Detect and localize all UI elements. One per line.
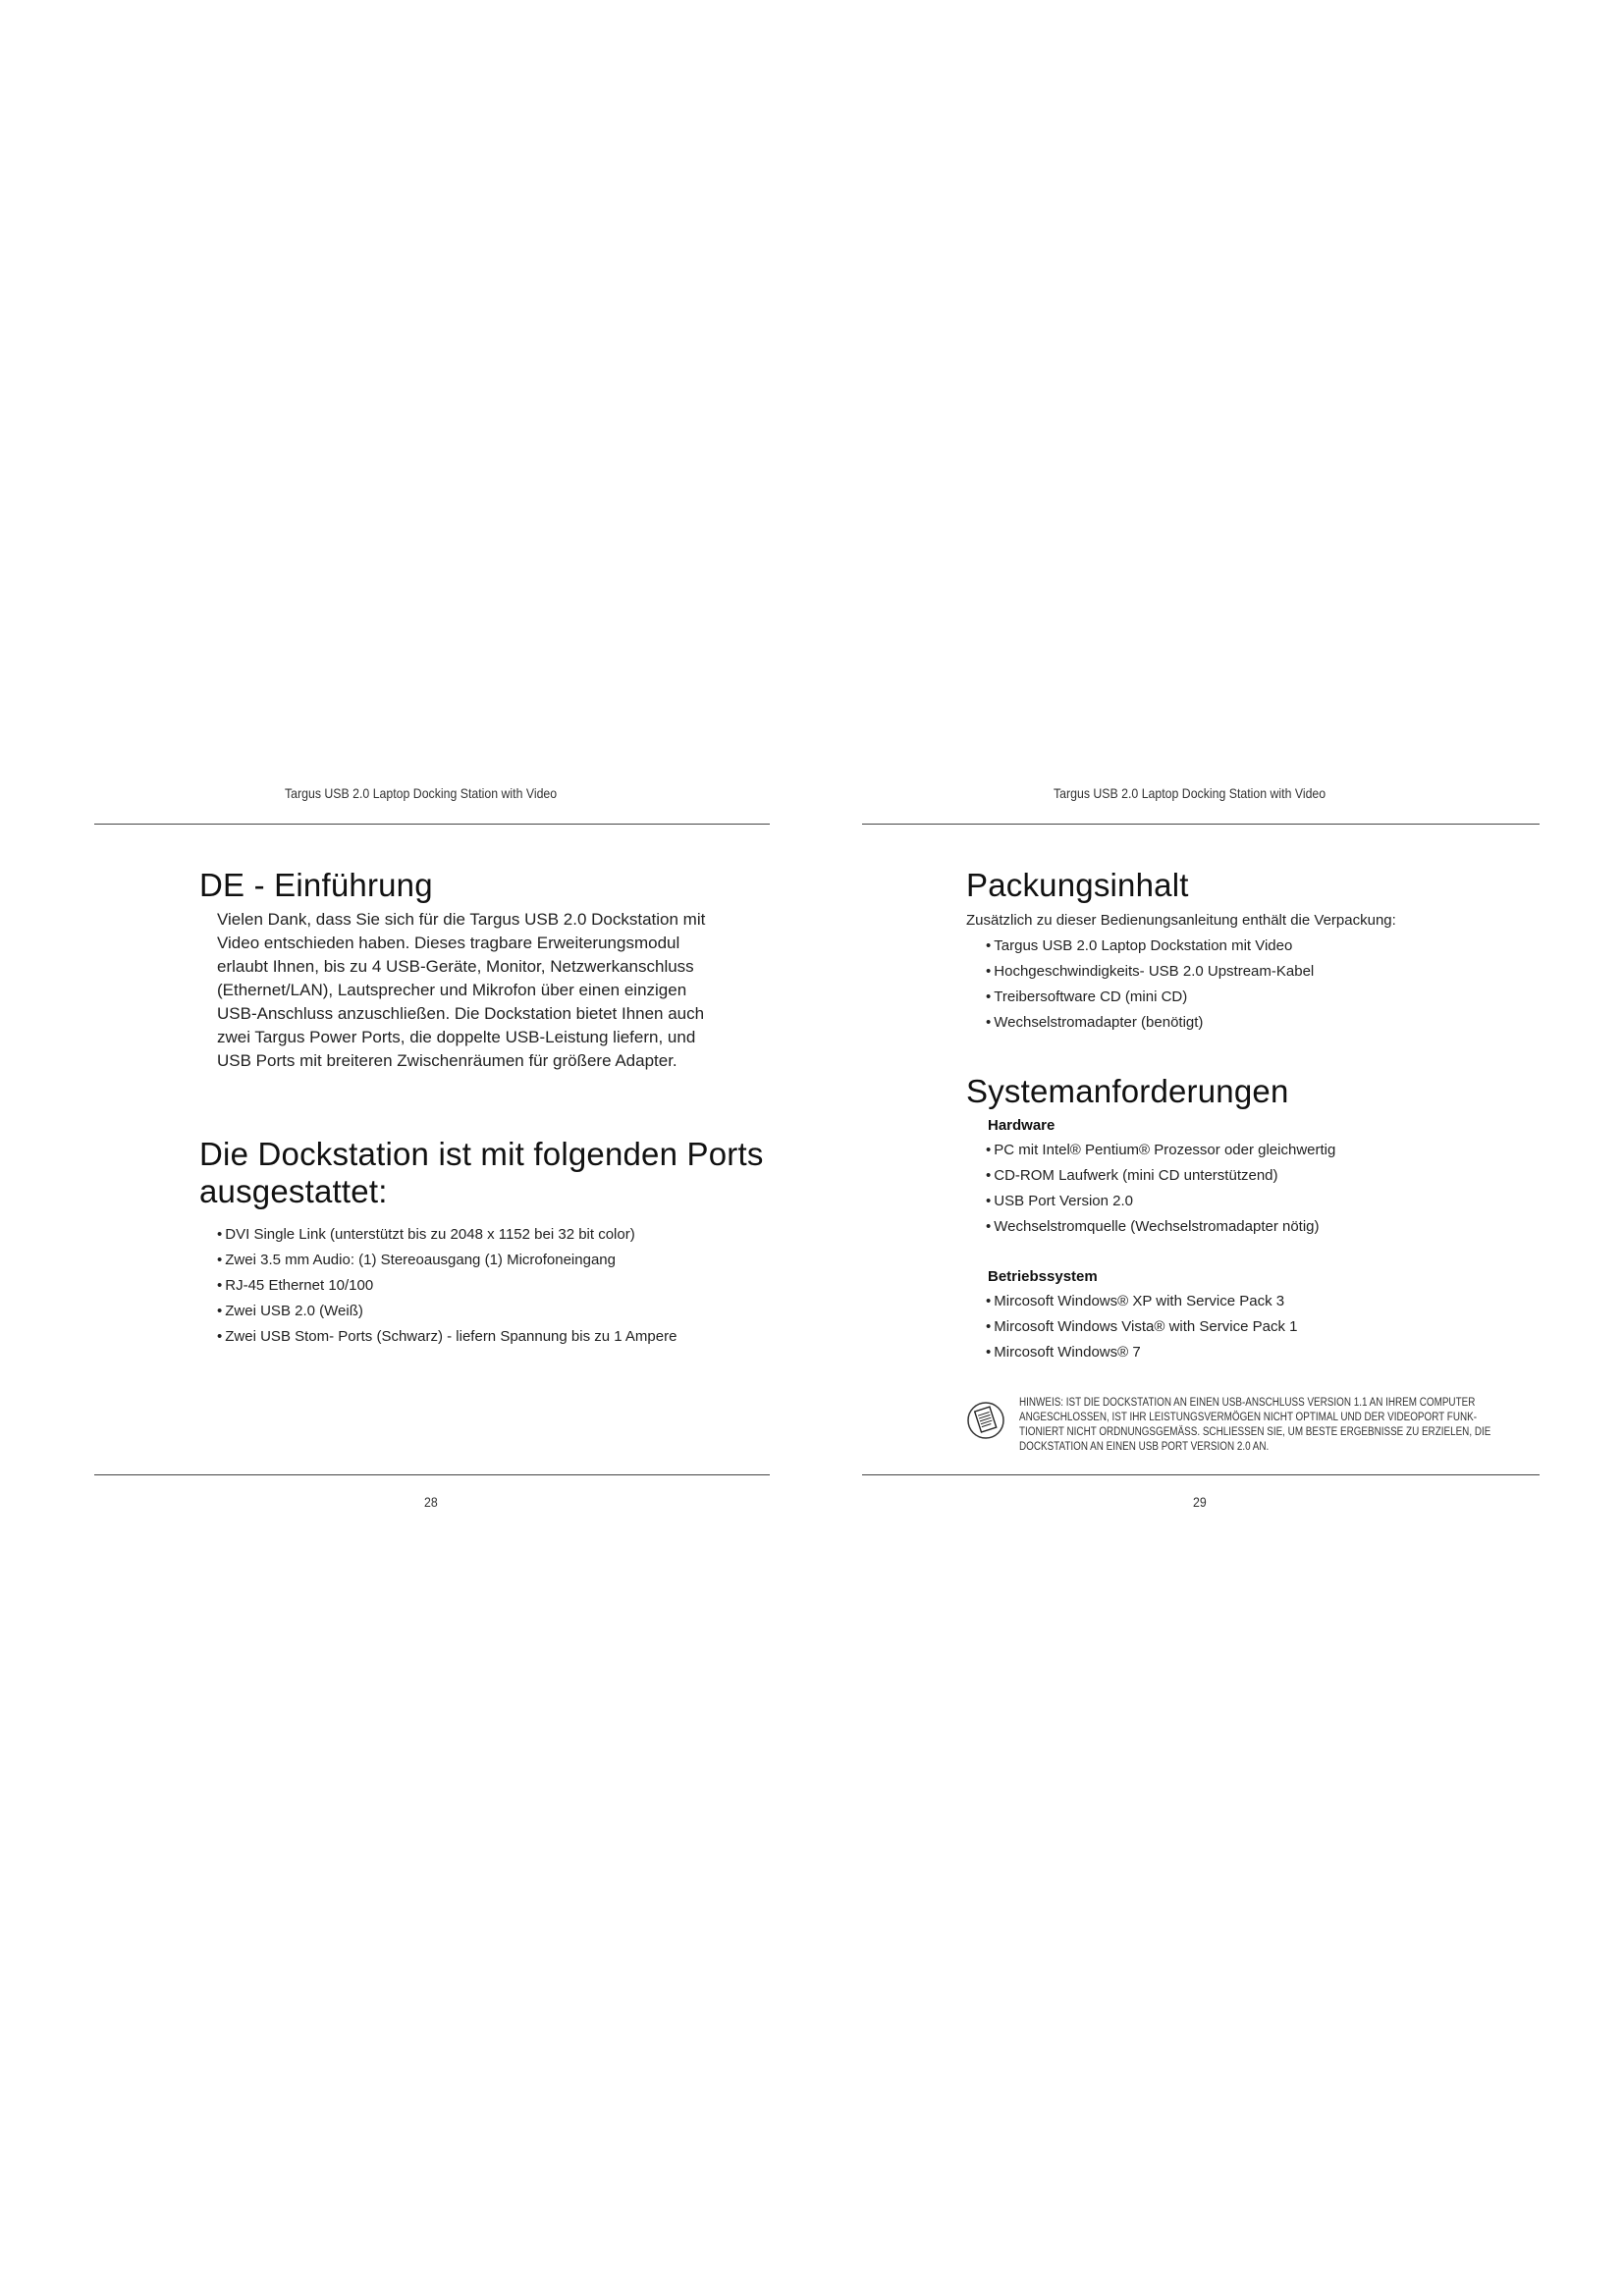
list-item — [986, 959, 1555, 985]
bullet-icon: • — [986, 1014, 992, 1031]
list-item-text: RJ-45 Ethernet 10/100 — [225, 1277, 374, 1294]
bullet-icon: • — [986, 963, 992, 980]
right-page-content — [966, 867, 1555, 1365]
intro-line: Vielen Dank, dass Sie sich für die Targus USB 2.0 Dockstation mit — [217, 910, 706, 929]
list-item-text: DVI Single Link (unterstützt bis zu 2048 x 1152 bei 32 bit color) — [225, 1226, 635, 1243]
list-item-text: Targus USB 2.0 Laptop Dockstation mit Video — [994, 937, 1293, 954]
note-line: ANGESCHLOSSEN, IST IHR LEISTUNGSVERMÖGEN NICHT OPTIMAL UND DER VIDEOPORT FUNK- — [1019, 1412, 1478, 1423]
bullet-icon: • — [986, 988, 992, 1005]
bullet-icon: • — [986, 1142, 992, 1158]
note-line: TIONIERT NICHT ORDNUNGSGEMÄSS. SCHLIESSEN SIE, UM BESTE ERGEBNISSE ZU ERZIELEN, DIE — [1019, 1426, 1491, 1438]
bullet-icon: • — [217, 1252, 223, 1268]
bullet-icon: • — [986, 1193, 992, 1209]
list-item-text: Wechselstromadapter (benötigt) — [994, 1014, 1204, 1031]
list-item-text: Wechselstromquelle (Wechselstromadapter nötig) — [994, 1218, 1320, 1235]
list-item — [986, 985, 1555, 1010]
note-text — [1019, 1396, 1559, 1455]
bullet-icon: • — [986, 1167, 992, 1184]
note-line: HINWEIS: IST DIE DOCKSTATION AN EINEN USB-ANSCHLUSS VERSION 1.1 AN IHREM COMPUTER — [1019, 1397, 1476, 1409]
contents-intro: Zusätzlich zu dieser Bedienungsanleitung enthält die Verpackung: — [966, 912, 1396, 929]
running-head: Targus USB 2.0 Laptop Docking Station with Video — [285, 785, 558, 801]
ports-list — [217, 1222, 788, 1350]
list-item-text: Zwei 3.5 mm Audio: (1) Stereoausgang (1) Microfoneingang — [225, 1252, 616, 1268]
bullet-icon: • — [217, 1328, 223, 1345]
hardware-heading: Hardware — [988, 1117, 1056, 1134]
right-page — [812, 0, 1624, 2296]
list-item-text: Zwei USB Stom- Ports (Schwarz) - liefern Spannung bis zu 1 Ampere — [225, 1328, 677, 1345]
list-item — [986, 1214, 1555, 1240]
bullet-icon: • — [986, 1318, 992, 1335]
list-item-text: USB Port Version 2.0 — [994, 1193, 1134, 1209]
section-title-package-contents: Packungsinhalt — [966, 867, 1189, 903]
list-item-text: Mircosoft Windows Vista® with Service Pack 1 — [994, 1318, 1298, 1335]
footer-rule — [94, 1474, 770, 1475]
list-item-text: Zwei USB 2.0 (Weiß) — [225, 1303, 363, 1319]
footer-rule — [862, 1474, 1540, 1475]
bullet-icon: • — [986, 937, 992, 954]
bullet-icon: • — [217, 1277, 223, 1294]
note-line: DOCKSTATION AN EINEN USB PORT VERSION 2.0 AN. — [1019, 1441, 1270, 1453]
list-item — [986, 1340, 1555, 1365]
running-head: Targus USB 2.0 Laptop Docking Station with Video — [1054, 785, 1326, 801]
section-title-system-requirements: Systemanforderungen — [966, 1073, 1289, 1109]
left-page-content — [199, 867, 788, 1350]
list-item-text: Treibersoftware CD (mini CD) — [994, 988, 1188, 1005]
intro-line: USB Ports mit breiteren Zwischenräumen für größere Adapter. — [217, 1051, 677, 1070]
list-item — [217, 1248, 788, 1273]
page-number: 29 — [1193, 1494, 1207, 1510]
intro-line: erlaubt Ihnen, bis zu 4 USB-Geräte, Monitor, Netzwerkanschluss — [217, 957, 694, 976]
ports-heading-line: ausgestattet: — [199, 1173, 388, 1209]
os-list — [986, 1289, 1555, 1365]
header-rule — [862, 824, 1540, 825]
list-item — [217, 1324, 788, 1350]
intro-line: Video entschieden haben. Dieses tragbare Erweiterungsmodul — [217, 934, 680, 952]
section-title-introduction: DE - Einführung — [199, 867, 433, 903]
contents-list — [986, 934, 1555, 1036]
note-box — [966, 1396, 1555, 1459]
list-item-text: Hochgeschwindigkeits- USB 2.0 Upstream-Kabel — [994, 963, 1315, 980]
intro-line: (Ethernet/LAN), Lautsprecher und Mikrofon über einen einzigen — [217, 981, 687, 999]
list-item — [986, 1163, 1555, 1189]
bullet-icon: • — [217, 1226, 223, 1243]
bullet-icon: • — [986, 1344, 992, 1361]
list-item-text: Mircosoft Windows® 7 — [994, 1344, 1141, 1361]
list-item-text: PC mit Intel® Pentium® Prozessor oder gleichwertig — [994, 1142, 1336, 1158]
note-pad-icon — [966, 1398, 1005, 1443]
section-title-ports — [199, 1136, 788, 1210]
ports-heading-line: Die Dockstation ist mit folgenden Ports — [199, 1136, 764, 1172]
list-item — [986, 1289, 1555, 1314]
list-item-text: Mircosoft Windows® XP with Service Pack 3 — [994, 1293, 1285, 1309]
hardware-list — [986, 1138, 1555, 1240]
bullet-icon: • — [986, 1218, 992, 1235]
bullet-icon: • — [986, 1293, 992, 1309]
os-heading: Betriebssystem — [988, 1268, 1098, 1285]
list-item — [217, 1273, 788, 1299]
list-item — [986, 1314, 1555, 1340]
list-item — [986, 934, 1555, 959]
page-number: 28 — [424, 1494, 438, 1510]
intro-line: zwei Targus Power Ports, die doppelte USB-Leistung liefern, und — [217, 1028, 696, 1046]
list-item — [986, 1138, 1555, 1163]
list-item-text: CD-ROM Laufwerk (mini CD unterstützend) — [994, 1167, 1278, 1184]
list-item — [986, 1189, 1555, 1214]
list-item — [217, 1222, 788, 1248]
list-item — [986, 1010, 1555, 1036]
introduction-paragraph — [217, 908, 782, 1073]
bullet-icon: • — [217, 1303, 223, 1319]
header-rule — [94, 824, 770, 825]
intro-line: USB-Anschluss anzuschließen. Die Dockstation bietet Ihnen auch — [217, 1004, 705, 1023]
list-item — [217, 1299, 788, 1324]
